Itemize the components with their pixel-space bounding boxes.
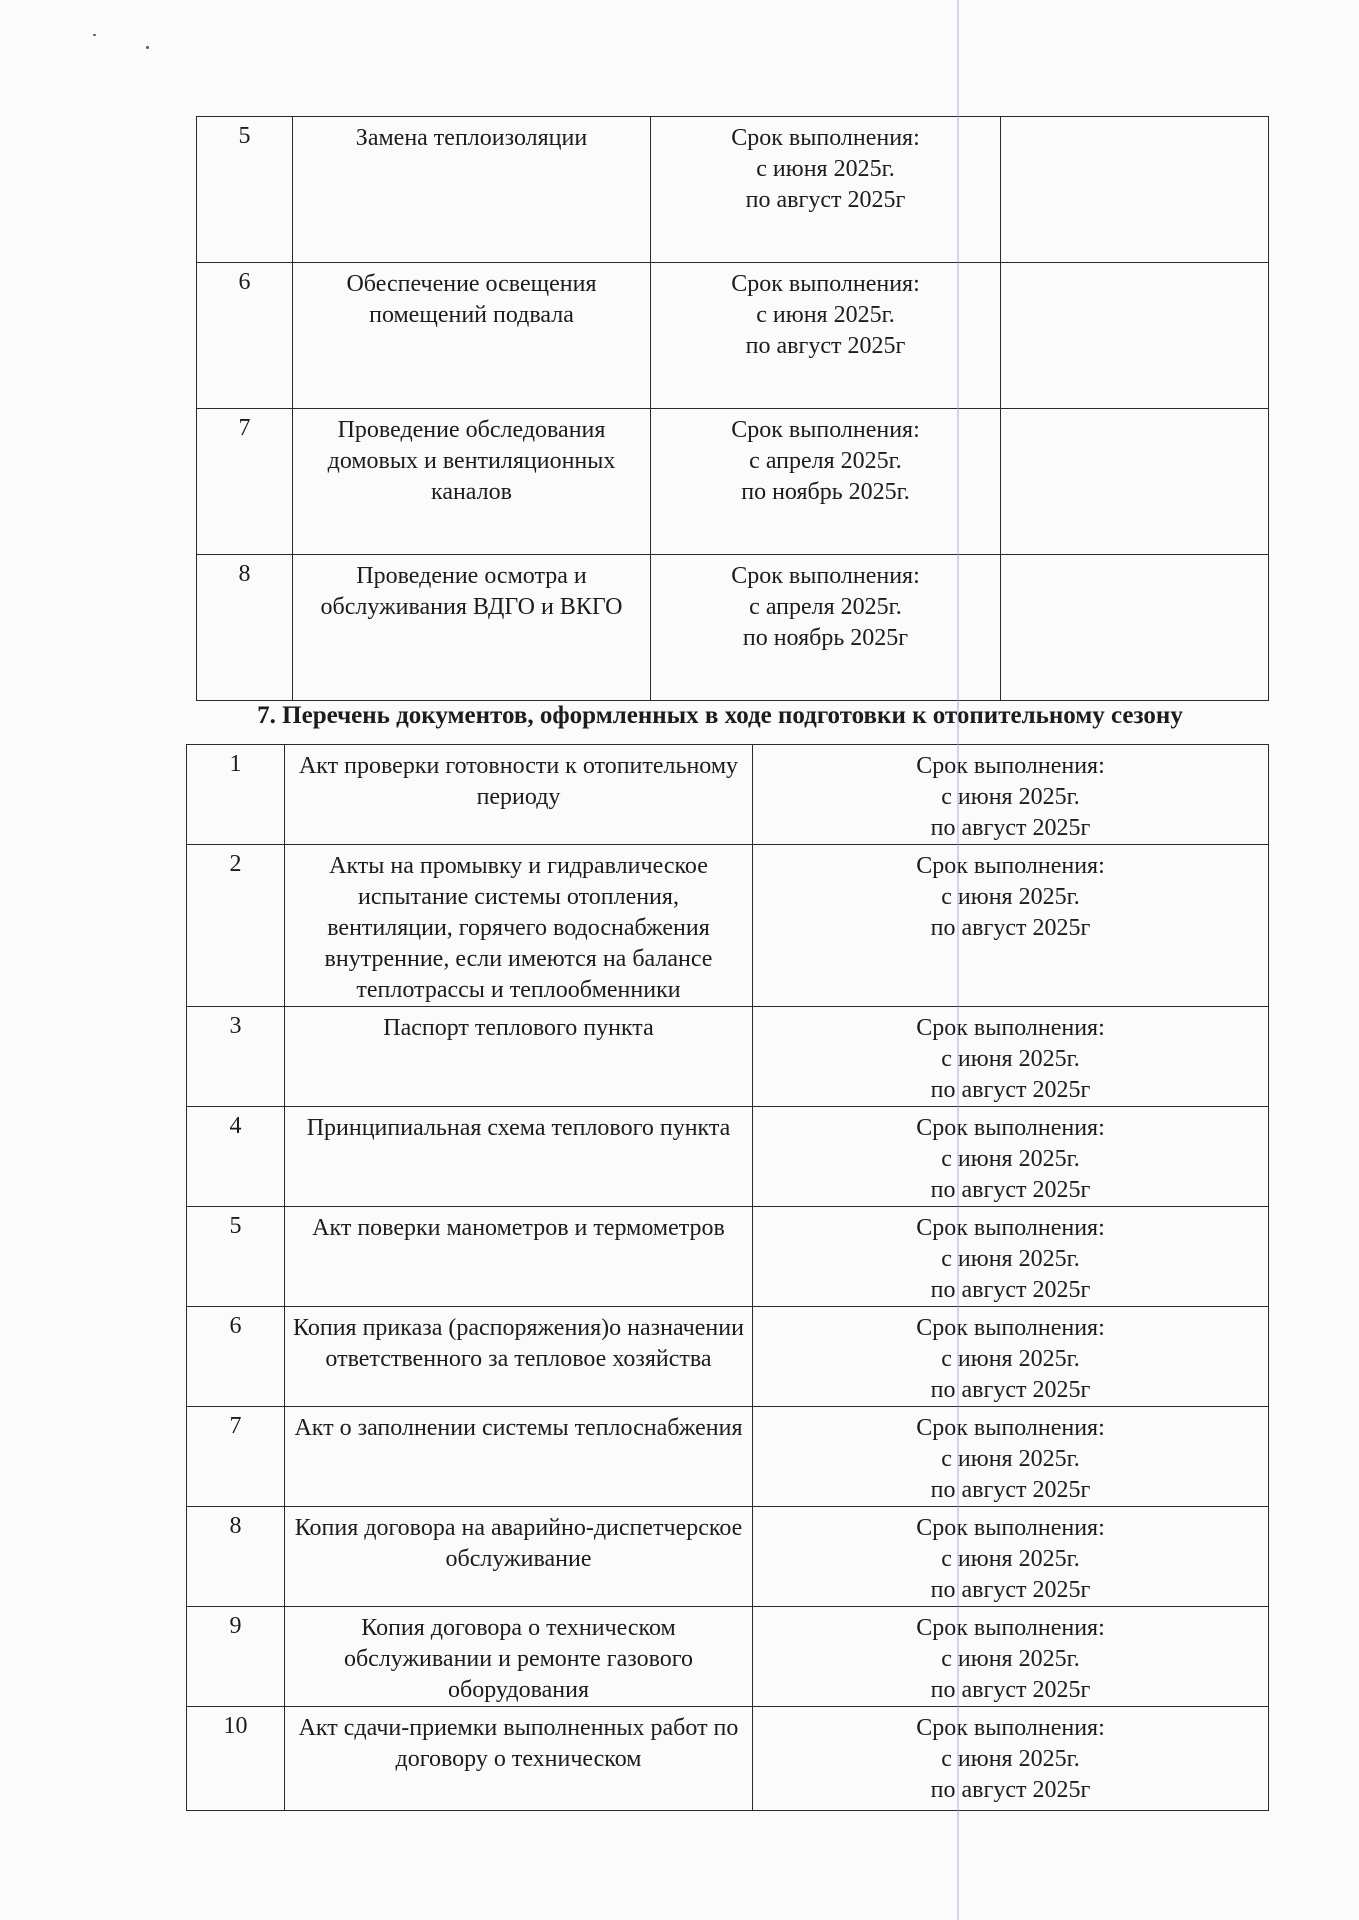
doc-term: Срок выполнения: с июня 2025г. по август 2025г — [753, 1507, 1269, 1607]
work-name: Замена теплоизоляции — [293, 117, 651, 263]
scan-artifact-line — [957, 0, 959, 1920]
doc-name: Акт поверки манометров и термометров — [285, 1207, 753, 1307]
doc-number: 7 — [187, 1407, 285, 1507]
table-row — [187, 1007, 1269, 1107]
doc-number: 4 — [187, 1107, 285, 1207]
doc-term: Срок выполнения: с июня 2025г. по август 2025г — [753, 745, 1269, 845]
doc-name: Акт проверки готовности к отопительному периоду — [285, 745, 753, 845]
table-row — [187, 1207, 1269, 1307]
table-row — [187, 1307, 1269, 1407]
work-term: Срок выполнения: с июня 2025г. по август 2025г — [651, 117, 1001, 263]
doc-name: Копия договора на аварийно-диспетчерское обслуживание — [285, 1507, 753, 1607]
doc-name: Паспорт теплового пункта — [285, 1007, 753, 1107]
scan-speck — [93, 34, 96, 36]
row-number: 8 — [197, 555, 293, 701]
doc-name: Копия приказа (распоряжения)о назначении ответственного за тепловое хозяйства — [285, 1307, 753, 1407]
doc-term: Срок выполнения: с июня 2025г. по август 2025г — [753, 1607, 1269, 1707]
table-row — [187, 1607, 1269, 1707]
doc-number: 1 — [187, 745, 285, 845]
doc-term: Срок выполнения: с июня 2025г. по август 2025г — [753, 1007, 1269, 1107]
doc-term: Срок выполнения: с июня 2025г. по август 2025г — [753, 845, 1269, 1007]
section-heading: 7. Перечень документов, оформленных в ходе подготовки к отопительному сезону — [257, 702, 1183, 729]
work-name: Обеспечение освещения помещений подвала — [293, 263, 651, 409]
table-row — [187, 1407, 1269, 1507]
table-row — [187, 1507, 1269, 1607]
table-row — [197, 263, 1269, 409]
work-note — [1001, 409, 1269, 555]
doc-term: Срок выполнения: с июня 2025г. по август 2025г — [753, 1707, 1269, 1811]
table-row — [187, 1107, 1269, 1207]
table-row — [187, 845, 1269, 1007]
works-table — [196, 116, 1269, 701]
doc-term: Срок выполнения: с июня 2025г. по август 2025г — [753, 1307, 1269, 1407]
doc-name: Акты на промывку и гидравлическое испытание системы отопления, вентиляции, горячего водоснабжения внутренние, если имеются на балансе теплотрассы и теплообменники — [285, 845, 753, 1007]
row-number: 6 — [197, 263, 293, 409]
row-number: 7 — [197, 409, 293, 555]
doc-name: Принципиальная схема теплового пункта — [285, 1107, 753, 1207]
doc-number: 8 — [187, 1507, 285, 1607]
work-name: Проведение обследования домовых и вентиляционных каналов — [293, 409, 651, 555]
doc-name: Копия договора о техническом обслуживании и ремонте газового оборудования — [285, 1607, 753, 1707]
documents-table — [186, 744, 1269, 1811]
doc-name: Акт о заполнении системы теплоснабжения — [285, 1407, 753, 1507]
doc-term: Срок выполнения: с июня 2025г. по август 2025г — [753, 1107, 1269, 1207]
work-term: Срок выполнения: с апреля 2025г. по ноябрь 2025г. — [651, 409, 1001, 555]
doc-number: 9 — [187, 1607, 285, 1707]
work-note — [1001, 263, 1269, 409]
work-term: Срок выполнения: с апреля 2025г. по ноябрь 2025г — [651, 555, 1001, 701]
work-term: Срок выполнения: с июня 2025г. по август 2025г — [651, 263, 1001, 409]
row-number: 5 — [197, 117, 293, 263]
doc-number: 5 — [187, 1207, 285, 1307]
doc-name: Акт сдачи-приемки выполненных работ по договору о техническом — [285, 1707, 753, 1811]
work-note — [1001, 555, 1269, 701]
table-row — [197, 117, 1269, 263]
table-row — [187, 1707, 1269, 1811]
scan-speck — [146, 46, 149, 49]
doc-number: 6 — [187, 1307, 285, 1407]
doc-term: Срок выполнения: с июня 2025г. по август 2025г — [753, 1207, 1269, 1307]
work-name: Проведение осмотра и обслуживания ВДГО и ВКГО — [293, 555, 651, 701]
doc-number: 10 — [187, 1707, 285, 1811]
doc-number: 2 — [187, 845, 285, 1007]
doc-term: Срок выполнения: с июня 2025г. по август 2025г — [753, 1407, 1269, 1507]
doc-number: 3 — [187, 1007, 285, 1107]
table-row — [197, 409, 1269, 555]
table-row — [187, 745, 1269, 845]
table-row — [197, 555, 1269, 701]
work-note — [1001, 117, 1269, 263]
